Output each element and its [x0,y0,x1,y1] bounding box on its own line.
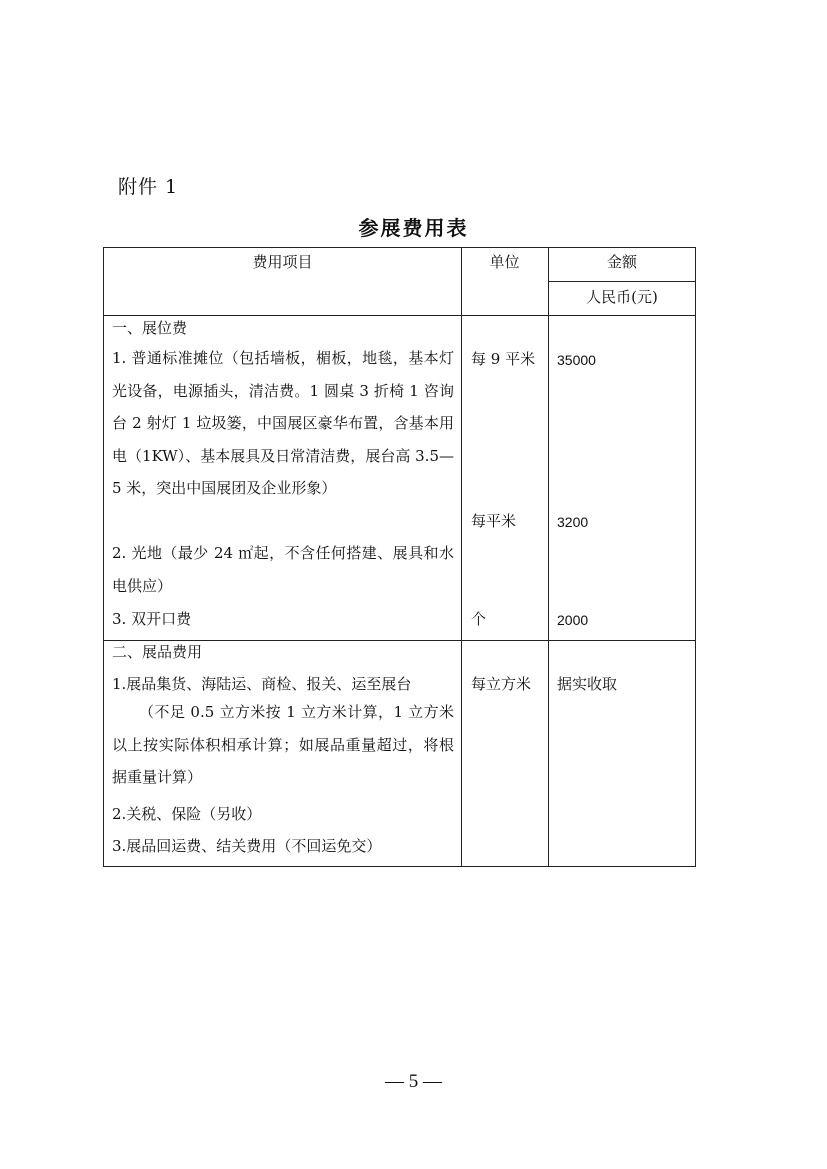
page-number: — 5 — [385,1071,442,1092]
fee-item-amount: 2000 [557,612,589,628]
header-currency: 人民币(元) [586,288,658,306]
column-divider [548,248,549,866]
section-heading: 一、展位费 [112,319,188,337]
fee-item-description: 1. 普通标准摊位（包括墙板，楣板，地毯，基本灯光设备，电源插头，清洁费。1 圆桌 3 折椅 1 咨询台 2 射灯 1 垃圾篓，中国展区豪华布置，含基本用电（1KW）、基本展具及日常清洁费，展台高 3.5—5 米，突出中国展团及企业形象） [112,349,454,497]
fee-item-description: 1.展品集货、海陆运、商检、报关、运至展台 [112,675,412,693]
section-heading: 二、展品费用 [112,643,203,661]
fee-item-unit: 每立方米 [471,675,532,693]
attachment-label: 附件 1 [118,176,179,198]
header-unit: 单位 [489,253,520,271]
fee-item-amount: 35000 [557,352,596,368]
header-subdivider [548,281,695,282]
column-divider [461,248,462,866]
fee-item-description: 3. 双开口费 [112,610,192,628]
header-amount: 金额 [606,253,637,271]
fee-item-unit: 每平米 [471,512,517,530]
fee-table [103,247,696,867]
fee-item-description: 2.关税、保险（另收） [112,805,262,823]
fee-item-unit: 每 9 平米 [471,350,536,368]
fee-item-description-note: （不足 0.5 立方米按 1 立方米计算，1 立方米以上按实际体积相承计算；如展品重量超过，将根据重量计算） [112,703,454,786]
fee-item-amount: 据实收取 [557,675,618,693]
fee-item-description: 3.展品回运费、结关费用（不回运免交） [112,837,382,855]
document-title: 参展费用表 [358,216,469,240]
header-item: 费用项目 [252,253,313,271]
fee-item-description: 2. 光地（最少 24 ㎡起，不含任何搭建、展具和水电供应） [112,544,454,595]
section-divider [104,640,695,641]
fee-item-unit: 个 [471,610,487,628]
header-divider [104,315,695,316]
fee-item-amount: 3200 [557,514,589,530]
